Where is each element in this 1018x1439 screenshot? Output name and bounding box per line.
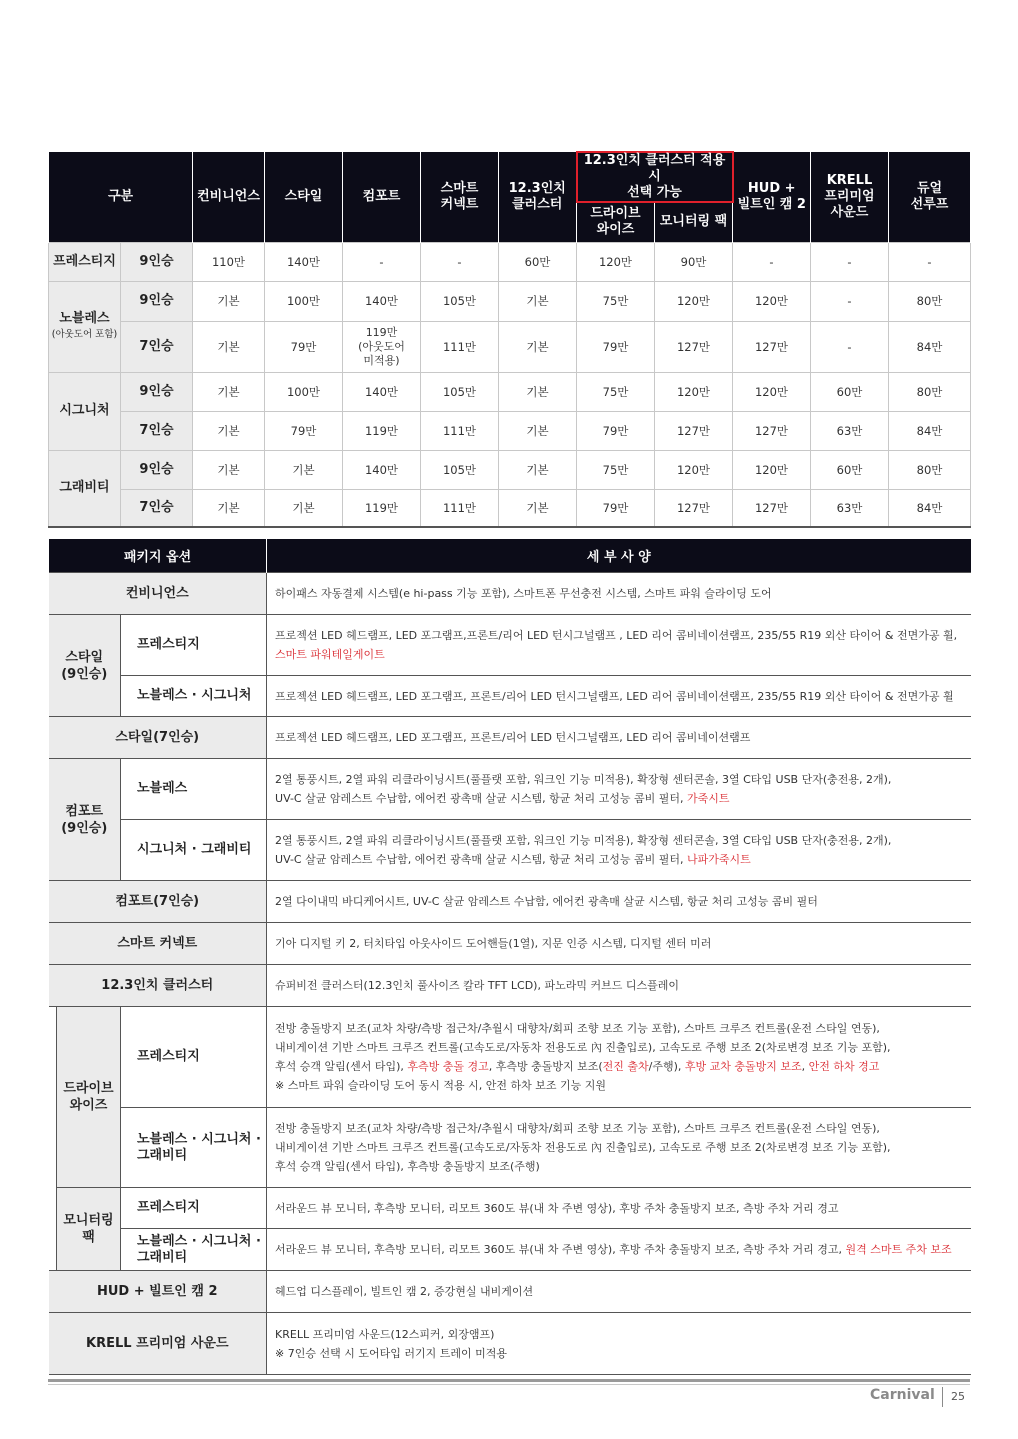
seats-label: 9인승: [121, 372, 193, 411]
trim-label: 프레스티지: [49, 242, 121, 281]
price-cell: -: [421, 242, 499, 281]
package-label: 12.3인치 클러스터: [49, 965, 267, 1007]
desc-highlight: 후측방 충돌 경고: [407, 1060, 489, 1073]
desc-highlight: 원격 스마트 주차 보조: [845, 1243, 952, 1256]
price-cell: 기본: [193, 372, 265, 411]
price-cell: 90만: [655, 242, 733, 281]
desc-text: 2열 통풍시트, 2열 파워 리클라이닝시트(풀플랫 포함, 워크인 기능 미적용), 확장형 센터콘솔, 3열 C타입 USB 단자(충전용, 2개),: [275, 773, 892, 786]
trim-label: 프레스티지: [121, 1007, 267, 1108]
desc-text: 전방 충돌방지 보조(교차 차량/측방 접근차/추월시 대향차/회피 조향 보조 기능 포함), 스마트 크루즈 컨트롤(운전 스타일 연동),: [275, 1122, 880, 1135]
seats-label: 7인승: [121, 489, 193, 527]
price-cell: 140만: [343, 450, 421, 489]
package-desc: [267, 759, 971, 820]
price-cell: 79만: [265, 321, 343, 372]
spec-row: [49, 1108, 971, 1188]
header-comfort: 컴포트: [343, 152, 421, 242]
desc-highlight: 가죽시트: [686, 792, 730, 805]
package-desc: 서라운드 뷰 모니터, 후측방 모니터, 리모트 360도 뷰(내 차 주변 영상), 후방 주차 충돌방지 보조, 측방 주차 거리 경고: [267, 1188, 971, 1229]
seats-label: 9인승: [121, 450, 193, 489]
price-cell: 기본: [193, 450, 265, 489]
price-cell: 기본: [499, 281, 577, 321]
spec-row: [49, 573, 971, 615]
package-label: 스마트 커넥트: [49, 923, 267, 965]
header-cluster: 12.3인치 클러스터: [499, 152, 577, 242]
seats-label: 7인승: [121, 321, 193, 372]
spec-row: [49, 1313, 971, 1375]
package-desc: [267, 820, 971, 881]
desc-highlight: 스마트 파워테일게이트: [275, 648, 385, 661]
desc-text: UV-C 살균 암레스트 수납함, 에어컨 광촉매 살균 시스템, 항균 처리 고성능 콤비 필터,: [275, 792, 687, 805]
price-cell: 80만: [889, 450, 971, 489]
spec-row: [49, 1188, 971, 1229]
trim-label: 노블레스 · 시그니처 · 그래비티: [121, 1229, 267, 1271]
price-cell: 111만: [421, 321, 499, 372]
brand-name: Carnival: [870, 1387, 935, 1403]
price-cell: 119만 (아웃도어 미적용): [343, 321, 421, 372]
desc-text: 서라운드 뷰 모니터, 후측방 모니터, 리모트 360도 뷰(내 차 주변 영상), 후방 주차 충돌방지 보조, 측방 주차 거리 경고,: [275, 1243, 846, 1256]
footer-separator: [942, 1387, 943, 1407]
price-cell: 120만: [733, 450, 811, 489]
spec-row: [49, 615, 971, 676]
price-cell: 127만: [733, 489, 811, 527]
price-cell: 75만: [577, 450, 655, 489]
price-cell: -: [889, 242, 971, 281]
header-cluster-option: 12.3인치 클러스터 적용 시 선택 가능: [577, 152, 733, 202]
table-row: [49, 411, 971, 450]
price-cell: 127만: [655, 321, 733, 372]
table-row: [49, 281, 971, 321]
header-category: 구분: [49, 152, 193, 242]
package-desc: 헤드업 디스플레이, 빌트인 캠 2, 증강현실 내비게이션: [267, 1271, 971, 1313]
price-cell: 120만: [733, 372, 811, 411]
price-cell: 63만: [811, 489, 889, 527]
price-cell: 84만: [889, 321, 971, 372]
price-cell: 75만: [577, 372, 655, 411]
package-group-label: 모니터링 팩: [57, 1188, 121, 1271]
price-cell: 127만: [655, 411, 733, 450]
price-cell: 79만: [577, 489, 655, 527]
table-row: [49, 372, 971, 411]
price-cell: 기본: [499, 411, 577, 450]
price-cell: 79만: [577, 411, 655, 450]
price-cell: 60만: [811, 372, 889, 411]
price-cell: 기본: [193, 411, 265, 450]
desc-text: /주행),: [648, 1060, 685, 1073]
desc-note: ※ 7인승 선택 시 도어타입 러기지 트레이 미적용: [275, 1346, 507, 1360]
desc-text: 후석 승객 알림(센서 타입), 후측방 충돌방지 보조(주행): [275, 1160, 540, 1173]
trim-label: 시그니처: [49, 372, 121, 450]
package-desc: [267, 1313, 971, 1375]
package-desc: [267, 1007, 971, 1108]
price-cell: -: [343, 242, 421, 281]
price-cell: 120만: [655, 372, 733, 411]
indent-spacer: [49, 1188, 57, 1229]
seats-label: 9인승: [121, 281, 193, 321]
table-row: [49, 242, 971, 281]
price-cell: 기본: [193, 321, 265, 372]
price-cell: 기본: [265, 450, 343, 489]
package-desc: 슈퍼비전 클러스터(12.3인치 풀사이즈 칼라 TFT LCD), 파노라믹 커브드 디스플레이: [267, 965, 971, 1007]
price-cell: 127만: [733, 321, 811, 372]
seats-label: 9인승: [121, 242, 193, 281]
price-cell: 140만: [343, 372, 421, 411]
price-cell: 105만: [421, 450, 499, 489]
price-cell: 111만: [421, 411, 499, 450]
price-cell: 110만: [193, 242, 265, 281]
price-cell: 80만: [889, 281, 971, 321]
page-number: 25: [951, 1390, 965, 1403]
header-krell: KRELL 프리미엄 사운드: [811, 152, 889, 242]
price-cell: 127만: [733, 411, 811, 450]
spec-row: [49, 1007, 971, 1108]
price-cell: 100만: [265, 281, 343, 321]
header-drive-wise: 드라이브 와이즈: [577, 202, 655, 242]
package-group-label: 컴포트 (9인승): [49, 759, 121, 881]
table-row: [49, 321, 971, 372]
trim-label: 프레스티지: [121, 1188, 267, 1229]
price-cell: 140만: [343, 281, 421, 321]
trim-name: 노블레스: [59, 310, 110, 326]
header-smart-connect: 스마트 커넥트: [421, 152, 499, 242]
spec-row: [49, 923, 971, 965]
desc-text: UV-C 살균 암레스트 수납함, 에어컨 광촉매 살균 시스템, 항균 처리 고성능 콤비 필터,: [275, 853, 687, 866]
trim-label: [49, 281, 121, 372]
price-cell: 80만: [889, 372, 971, 411]
table-row: [49, 489, 971, 527]
price-cell: 79만: [265, 411, 343, 450]
desc-text: 내비게이션 기반 스마트 크루즈 컨트롤(고속도로/자동차 전용도로 內 진출입로), 고속도로 주행 보조 2(차로변경 보조 기능 포함),: [275, 1141, 891, 1154]
price-table: [48, 151, 971, 528]
package-label: KRELL 프리미엄 사운드: [49, 1313, 267, 1375]
package-group-label: 드라이브 와이즈: [57, 1007, 121, 1188]
price-cell: 기본: [499, 372, 577, 411]
price-cell: 100만: [265, 372, 343, 411]
trim-label: 노블레스 · 시그니처: [121, 676, 267, 717]
desc-text: KRELL 프리미엄 사운드(12스피커, 외장앰프): [275, 1327, 495, 1341]
package-desc: [267, 615, 971, 676]
header-details: 세 부 사 양: [267, 539, 971, 573]
desc-highlight: 후방 교차 충돌방지 보조: [684, 1060, 802, 1073]
desc-note: ※ 스마트 파워 슬라이딩 도어 동시 적용 시, 안전 하차 보조 기능 지원: [275, 1079, 606, 1092]
header-hud: HUD + 빌트인 캠 2: [733, 152, 811, 242]
package-label: 스타일(7인승): [49, 717, 267, 759]
desc-text: ,: [801, 1060, 809, 1073]
desc-text: 내비게이션 기반 스마트 크루즈 컨트롤(고속도로/자동차 전용도로 內 진출입로), 고속도로 주행 보조 2(차로변경 보조 기능 포함),: [275, 1041, 891, 1054]
spec-row: [49, 759, 971, 820]
spec-row: [49, 965, 971, 1007]
price-cell: 60만: [499, 242, 577, 281]
package-desc: 하이패스 자동결제 시스템(e hi-pass 기능 포함), 스마트폰 무선충전 시스템, 스마트 파워 슬라이딩 도어: [267, 573, 971, 615]
trim-label: 프레스티지: [121, 615, 267, 676]
package-label: 컴포트(7인승): [49, 881, 267, 923]
price-cell: -: [811, 281, 889, 321]
price-cell: 84만: [889, 489, 971, 527]
trim-label: 그래비티: [49, 450, 121, 527]
indent-spacer: [49, 1108, 57, 1188]
desc-text: 후석 승객 알림(센서 타입),: [275, 1060, 408, 1073]
price-cell: 120만: [733, 281, 811, 321]
trim-label: 노블레스 · 시그니처 · 그래비티: [121, 1108, 267, 1188]
desc-text: 2열 통풍시트, 2열 파워 리클라이닝시트(풀플랫 포함, 워크인 기능 미적용), 확장형 센터콘솔, 3열 C타입 USB 단자(충전용, 2개),: [275, 834, 892, 847]
spec-row: [49, 717, 971, 759]
package-desc: [267, 1108, 971, 1188]
header-package: 패키지 옵션: [49, 539, 267, 573]
seats-label: 7인승: [121, 411, 193, 450]
desc-highlight: 안전 하차 경고: [808, 1060, 880, 1073]
indent-spacer: [49, 1007, 57, 1108]
price-cell: 79만: [577, 321, 655, 372]
indent-spacer: [49, 1229, 57, 1271]
desc-highlight: 전진 출차: [602, 1060, 649, 1073]
spec-row: [49, 881, 971, 923]
header-monitoring-pack: 모니터링 팩: [655, 202, 733, 242]
spec-row: [49, 820, 971, 881]
price-cell: 기본: [193, 489, 265, 527]
price-cell: 63만: [811, 411, 889, 450]
price-cell: 111만: [421, 489, 499, 527]
spec-row: [49, 1271, 971, 1313]
price-cell: 기본: [499, 321, 577, 372]
price-cell: -: [811, 321, 889, 372]
footer-rule: [48, 1379, 970, 1382]
price-cell: 84만: [889, 411, 971, 450]
price-cell: 기본: [499, 489, 577, 527]
package-desc: 프로젝션 LED 헤드램프, LED 포그램프, 프론트/리어 LED 턴시그널램프, LED 리어 콤비네이션램프, 235/55 R19 외산 타이어 & 전면가공 휠: [267, 676, 971, 717]
price-cell: 120만: [655, 450, 733, 489]
footer-rule-thin: [48, 1384, 970, 1385]
package-desc: [267, 1229, 971, 1271]
desc-text: 프로젝션 LED 헤드램프, LED 포그램프,프론트/리어 LED 턴시그널램프 , LED 리어 콤비네이션램프, 235/55 R19 외산 타이어 & 전면가공 휠,: [275, 629, 958, 642]
price-cell: 120만: [655, 281, 733, 321]
price-cell: 119만: [343, 489, 421, 527]
package-desc: 2열 다이내믹 바디케어시트, UV-C 살균 암레스트 수납함, 에어컨 광촉매 살균 시스템, 항균 처리 고성능 콤비 필터: [267, 881, 971, 923]
price-cell: 60만: [811, 450, 889, 489]
spec-row: [49, 1229, 971, 1271]
table-row: [49, 450, 971, 489]
package-group-label: 스타일 (9인승): [49, 615, 121, 717]
price-cell: 140만: [265, 242, 343, 281]
price-cell: 기본: [193, 281, 265, 321]
desc-text: 전방 충돌방지 보조(교차 차량/측방 접근차/추월시 대향차/회피 조향 보조 기능 포함), 스마트 크루즈 컨트롤(운전 스타일 연동),: [275, 1022, 880, 1035]
price-cell: 119만: [343, 411, 421, 450]
price-cell: 기본: [499, 450, 577, 489]
spec-row: [49, 676, 971, 717]
desc-text: , 후측방 충돌방지 보조(: [488, 1060, 603, 1073]
trim-note: (아웃도어 포함): [51, 328, 118, 340]
package-label: 컨비니언스: [49, 573, 267, 615]
package-label: HUD + 빌트인 캠 2: [49, 1271, 267, 1313]
price-cell: 127만: [655, 489, 733, 527]
price-cell: 120만: [577, 242, 655, 281]
price-cell: -: [811, 242, 889, 281]
trim-label: 노블레스: [121, 759, 267, 820]
spec-table: [48, 539, 971, 1375]
price-cell: 75만: [577, 281, 655, 321]
trim-label: 시그니처 · 그래비티: [121, 820, 267, 881]
package-desc: 프로젝션 LED 헤드램프, LED 포그램프, 프론트/리어 LED 턴시그널램프, LED 리어 콤비네이션램프: [267, 717, 971, 759]
price-cell: 기본: [265, 489, 343, 527]
price-cell: 105만: [421, 281, 499, 321]
header-style: 스타일: [265, 152, 343, 242]
header-dual-sunroof: 듀얼 선루프: [889, 152, 971, 242]
header-convenience: 컨비니언스: [193, 152, 265, 242]
price-cell: -: [733, 242, 811, 281]
package-desc: 기아 디지털 키 2, 터치타입 아웃사이드 도어핸들(1열), 지문 인증 시스템, 디지털 센터 미러: [267, 923, 971, 965]
desc-highlight: 나파가죽시트: [686, 853, 751, 866]
price-cell: 105만: [421, 372, 499, 411]
